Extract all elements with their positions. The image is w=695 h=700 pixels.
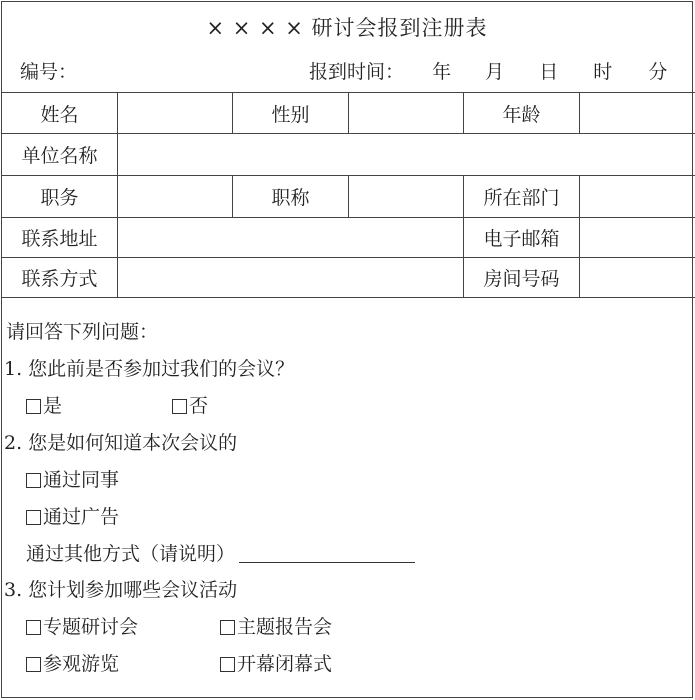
q2-ad-option[interactable]	[26, 502, 119, 529]
checkbox-icon[interactable]	[220, 620, 235, 635]
table-row	[2, 218, 695, 258]
age-label: 年龄	[464, 93, 580, 134]
checkbox-icon[interactable]	[172, 399, 187, 414]
position-label: 职务	[2, 176, 118, 218]
q1-yes-label: 是	[43, 395, 63, 417]
department-field[interactable]	[580, 176, 695, 218]
email-field[interactable]	[580, 218, 695, 258]
registration-form	[1, 1, 693, 698]
info-table	[1, 92, 695, 298]
question-2: 2. 您是如何知道本次会议的	[4, 432, 238, 454]
checkbox-icon[interactable]	[26, 657, 41, 672]
checkbox-icon[interactable]	[26, 620, 41, 635]
q1-no-option[interactable]	[172, 391, 208, 418]
q3-seminar-option[interactable]	[26, 612, 138, 639]
name-field[interactable]	[118, 93, 233, 134]
year-label: 年	[432, 61, 452, 83]
job-title-field[interactable]	[349, 176, 464, 218]
table-row	[2, 258, 695, 298]
hour-label: 时	[593, 61, 613, 83]
table-row	[2, 93, 695, 134]
table-row	[2, 134, 695, 176]
checkbox-icon[interactable]	[220, 657, 235, 672]
q2-other-option	[26, 539, 415, 566]
form-title: × × × × 研讨会报到注册表	[206, 16, 488, 40]
q3-seminar-label: 专题研讨会	[43, 616, 139, 638]
name-label: 姓名	[2, 93, 118, 134]
q2-colleague-option[interactable]	[26, 465, 119, 492]
minute-label: 分	[648, 61, 668, 83]
room-label: 房间号码	[464, 258, 580, 298]
question-1: 1. 您此前是否参加过我们的会议？	[4, 358, 295, 380]
organization-field[interactable]	[118, 134, 695, 176]
address-field[interactable]	[118, 218, 464, 258]
other-answer-blank[interactable]	[239, 544, 415, 563]
q1-no-label: 否	[189, 395, 209, 417]
checkbox-icon[interactable]	[26, 399, 41, 414]
contact-label: 联系方式	[2, 258, 118, 298]
arrival-time-line	[309, 57, 667, 84]
contact-field[interactable]	[118, 258, 464, 298]
position-field[interactable]	[118, 176, 233, 218]
room-field[interactable]	[580, 258, 695, 298]
q3-tour-option[interactable]	[26, 649, 119, 676]
question-3: 3. 您计划参加哪些会议活动	[4, 579, 238, 601]
table-row	[2, 176, 695, 218]
day-label: 日	[539, 61, 559, 83]
organization-label: 单位名称	[2, 134, 118, 176]
checkbox-icon[interactable]	[26, 510, 41, 525]
q2-ad-label: 通过广告	[43, 506, 120, 528]
number-label: 编号：	[20, 61, 78, 83]
q3-keynote-label: 主题报告会	[237, 616, 333, 638]
age-field[interactable]	[580, 93, 695, 134]
checkbox-icon[interactable]	[26, 473, 41, 488]
department-label: 所在部门	[464, 176, 580, 218]
address-label: 联系地址	[2, 218, 118, 258]
q1-yes-option[interactable]	[26, 391, 62, 418]
month-label: 月	[485, 61, 505, 83]
q3-tour-label: 参观游览	[43, 653, 120, 675]
arrival-time-label: 报到时间：	[309, 61, 405, 83]
questions-intro: 请回答下列问题：	[6, 321, 159, 343]
gender-field[interactable]	[349, 93, 464, 134]
q3-ceremony-label: 开幕闭幕式	[237, 653, 333, 675]
q3-ceremony-option[interactable]	[220, 649, 332, 676]
q3-keynote-option[interactable]	[220, 612, 332, 639]
q2-other-label: 通过其他方式（请说明）	[26, 543, 236, 565]
email-label: 电子邮箱	[464, 218, 580, 258]
job-title-label: 职称	[233, 176, 349, 218]
gender-label: 性别	[233, 93, 349, 134]
q2-colleague-label: 通过同事	[43, 469, 120, 491]
